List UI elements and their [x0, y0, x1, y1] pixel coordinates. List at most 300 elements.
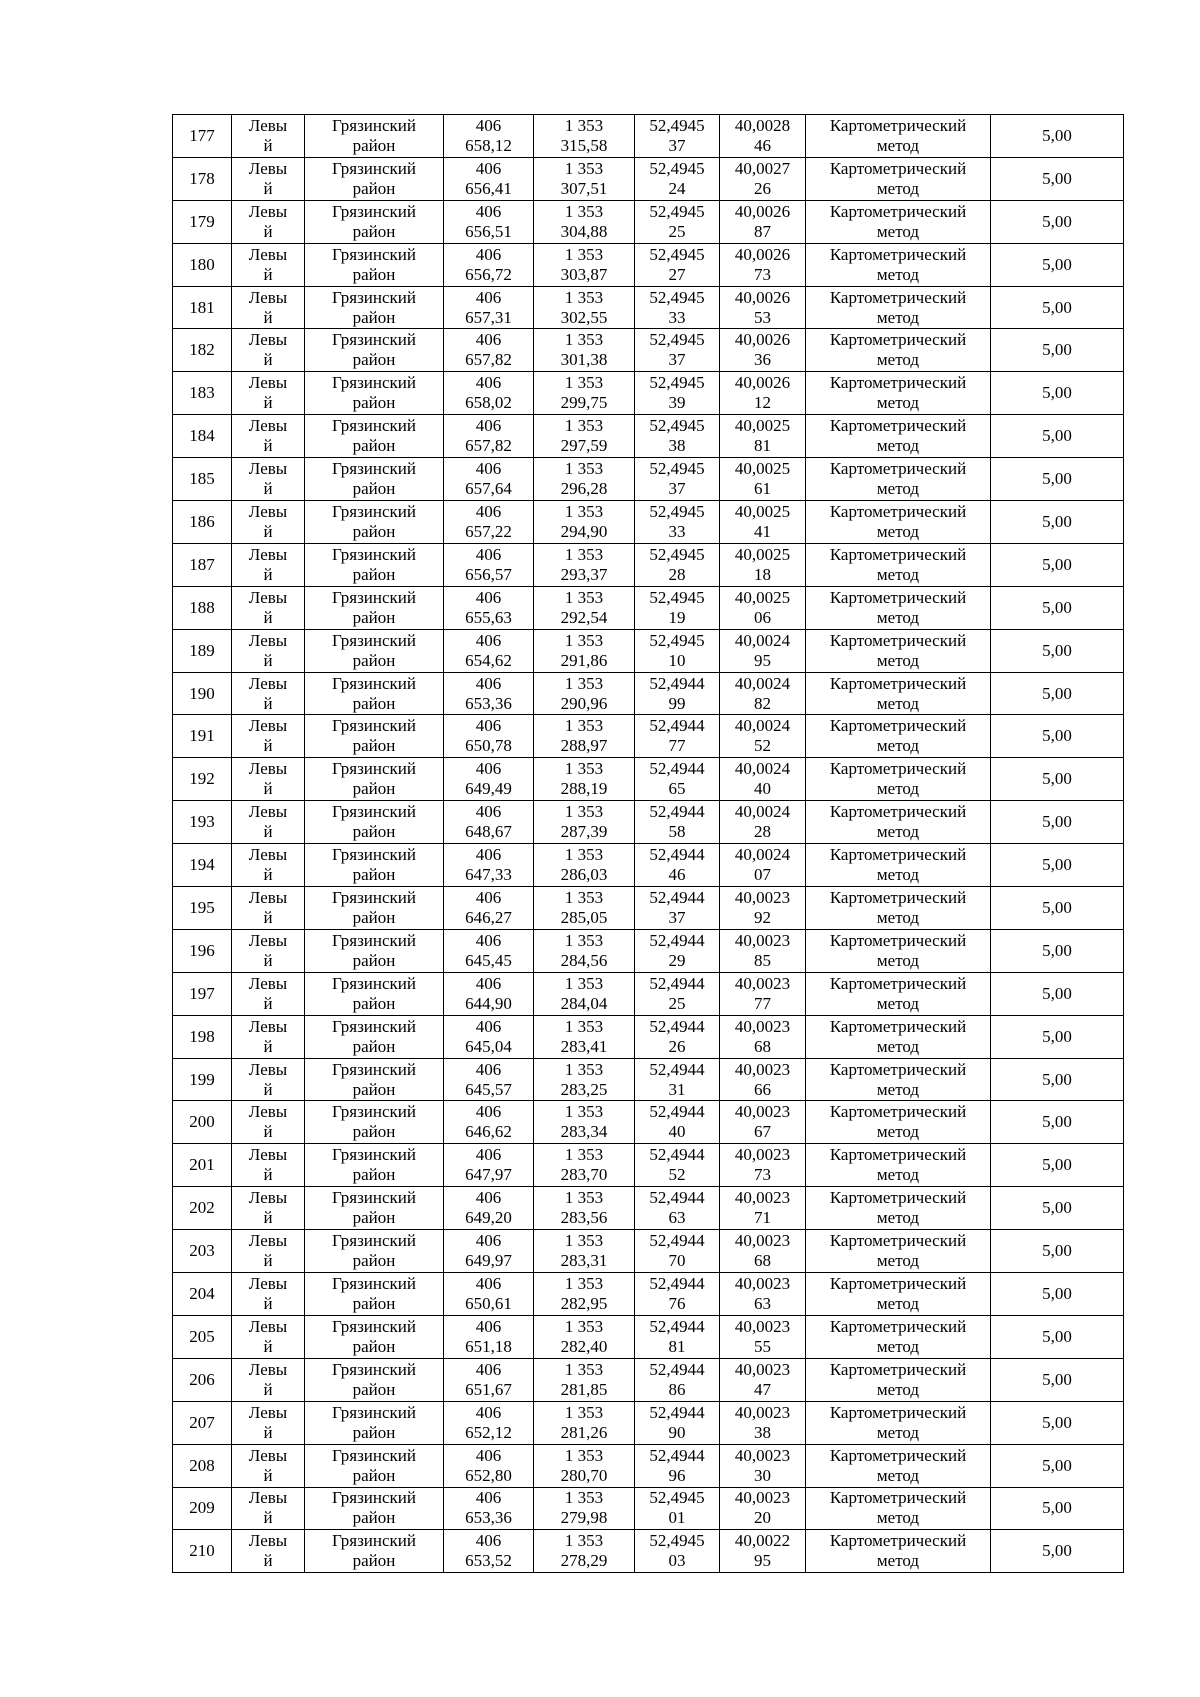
x-coordinate-cell-lines — [444, 974, 533, 1014]
y-coordinate-cell-line: 1 353 — [564, 330, 604, 350]
longitude-cell-lines — [720, 1060, 805, 1100]
method-cell-lines — [806, 802, 990, 842]
longitude-cell-lines — [720, 330, 805, 370]
district-cell-lines — [305, 1145, 443, 1185]
y-coordinate-cell — [534, 715, 635, 758]
latitude-cell-line: 52,4944 — [649, 1188, 705, 1208]
point-number-cell: 180 — [173, 243, 232, 286]
method-cell-line: Картометрический — [829, 1016, 967, 1036]
method-cell — [806, 200, 991, 243]
y-coordinate-cell-line: 1 353 — [564, 459, 604, 479]
district-cell-line: район — [352, 736, 396, 756]
longitude-cell-lines — [720, 759, 805, 799]
side-cell-line: Левы — [248, 1402, 288, 1422]
latitude-cell-line: 37 — [668, 350, 686, 370]
method-cell-line: метод — [876, 1551, 920, 1571]
longitude-cell — [720, 929, 806, 972]
longitude-cell-line: 40,0028 — [734, 115, 791, 135]
side-cell-line: Левы — [248, 630, 288, 650]
y-coordinate-cell — [534, 501, 635, 544]
x-coordinate-cell-line: 406 — [475, 802, 502, 822]
x-coordinate-cell-lines — [444, 1274, 533, 1314]
side-cell-line: й — [263, 1336, 273, 1356]
x-coordinate-cell-line: 406 — [475, 1188, 502, 1208]
x-coordinate-cell-lines — [444, 416, 533, 456]
method-cell-line: метод — [876, 521, 920, 541]
side-cell-line: й — [263, 1036, 273, 1056]
method-cell-lines — [806, 1060, 990, 1100]
method-cell-lines — [806, 202, 990, 242]
district-cell-lines — [305, 288, 443, 328]
method-cell-line: Картометрический — [829, 330, 967, 350]
table-row — [173, 672, 1124, 715]
side-cell-line: й — [263, 393, 273, 413]
y-coordinate-cell-lines — [534, 588, 634, 628]
district-cell-lines — [305, 759, 443, 799]
latitude-cell-line: 52,4944 — [649, 802, 705, 822]
district-cell-line: район — [352, 693, 396, 713]
latitude-cell-line: 52,4944 — [649, 1359, 705, 1379]
x-coordinate-cell-line: 406 — [475, 1016, 502, 1036]
longitude-cell-line: 40,0025 — [734, 416, 791, 436]
method-cell-lines — [806, 1102, 990, 1142]
side-cell-lines — [232, 931, 304, 971]
latitude-cell-line: 19 — [668, 607, 686, 627]
district-cell-line: район — [352, 307, 396, 327]
x-coordinate-cell-line: 644,90 — [465, 993, 512, 1013]
latitude-cell-line: 65 — [668, 779, 686, 799]
error-cell: 5,00 — [991, 157, 1124, 200]
latitude-cell-lines — [635, 1017, 719, 1057]
district-cell-line: район — [352, 1465, 396, 1485]
latitude-cell — [635, 1101, 720, 1144]
side-cell — [232, 501, 305, 544]
method-cell — [806, 929, 991, 972]
longitude-cell-lines — [720, 631, 805, 671]
side-cell-line: й — [263, 950, 273, 970]
district-cell-lines — [305, 330, 443, 370]
point-number-cell: 205 — [173, 1315, 232, 1358]
y-coordinate-cell-lines — [534, 1446, 634, 1486]
y-coordinate-cell-line: 283,70 — [560, 1165, 608, 1185]
method-cell-line: метод — [876, 1079, 920, 1099]
latitude-cell-line: 25 — [668, 221, 686, 241]
point-number-cell: 203 — [173, 1230, 232, 1273]
method-cell-line: Картометрический — [829, 930, 967, 950]
side-cell — [232, 1401, 305, 1444]
x-coordinate-cell — [444, 1144, 534, 1187]
side-cell-line: Левы — [248, 1188, 288, 1208]
side-cell-line: й — [263, 1379, 273, 1399]
x-coordinate-cell — [444, 1015, 534, 1058]
latitude-cell — [635, 758, 720, 801]
y-coordinate-cell-line: 1 353 — [564, 673, 604, 693]
district-cell — [305, 1530, 444, 1573]
district-cell-line: Грязинский — [332, 1316, 416, 1336]
method-cell-line: Картометрический — [829, 501, 967, 521]
longitude-cell — [720, 115, 806, 158]
side-cell-lines — [232, 888, 304, 928]
method-cell-line: Картометрический — [829, 373, 967, 393]
longitude-cell — [720, 415, 806, 458]
district-cell-line: район — [352, 950, 396, 970]
method-cell — [806, 844, 991, 887]
y-coordinate-cell-lines — [534, 1531, 634, 1571]
point-number-cell: 186 — [173, 501, 232, 544]
point-number-cell: 208 — [173, 1444, 232, 1487]
y-coordinate-cell — [534, 801, 635, 844]
error-cell: 5,00 — [991, 1058, 1124, 1101]
side-cell — [232, 543, 305, 586]
y-coordinate-cell-line: 1 353 — [564, 930, 604, 950]
method-cell — [806, 672, 991, 715]
y-coordinate-cell-lines — [534, 330, 634, 370]
error-cell: 5,00 — [991, 758, 1124, 801]
district-cell — [305, 458, 444, 501]
x-coordinate-cell-lines — [444, 845, 533, 885]
latitude-cell-line: 52,4945 — [649, 201, 705, 221]
latitude-cell-line: 76 — [668, 1293, 686, 1313]
longitude-cell-lines — [720, 1446, 805, 1486]
district-cell-line: район — [352, 479, 396, 499]
y-coordinate-cell-line: 1 353 — [564, 1016, 604, 1036]
district-cell-lines — [305, 974, 443, 1014]
table-row — [173, 1530, 1124, 1573]
side-cell-line: Левы — [248, 1359, 288, 1379]
latitude-cell-line: 52,4944 — [649, 716, 705, 736]
y-coordinate-cell-line: 1 353 — [564, 1488, 604, 1508]
latitude-cell-lines — [635, 1102, 719, 1142]
longitude-cell-line: 40,0025 — [734, 459, 791, 479]
side-cell-line: й — [263, 907, 273, 927]
y-coordinate-cell-lines — [534, 1403, 634, 1443]
side-cell-line: Левы — [248, 501, 288, 521]
side-cell-line: й — [263, 822, 273, 842]
longitude-cell-line: 40,0023 — [734, 887, 791, 907]
y-coordinate-cell-line: 1 353 — [564, 759, 604, 779]
method-cell-line: Картометрический — [829, 716, 967, 736]
x-coordinate-cell-line: 649,97 — [465, 1251, 512, 1271]
latitude-cell-line: 27 — [668, 264, 686, 284]
latitude-cell — [635, 1144, 720, 1187]
district-cell-line: район — [352, 1122, 396, 1142]
method-cell-line: метод — [876, 479, 920, 499]
table-row — [173, 586, 1124, 629]
x-coordinate-cell-line: 406 — [475, 1316, 502, 1336]
longitude-cell — [720, 887, 806, 930]
method-cell-line: метод — [876, 822, 920, 842]
x-coordinate-cell-line: 406 — [475, 759, 502, 779]
y-coordinate-cell-line: 284,04 — [560, 993, 608, 1013]
latitude-cell-lines — [635, 159, 719, 199]
latitude-cell-line: 33 — [668, 307, 686, 327]
latitude-cell-line: 52,4944 — [649, 1316, 705, 1336]
x-coordinate-cell — [444, 758, 534, 801]
method-cell-line: Картометрический — [829, 973, 967, 993]
y-coordinate-cell-line: 1 353 — [564, 1316, 604, 1336]
longitude-cell-line: 95 — [754, 1551, 771, 1571]
method-cell-line: Картометрический — [829, 1402, 967, 1422]
latitude-cell-lines — [635, 416, 719, 456]
side-cell-line: Левы — [248, 1231, 288, 1251]
latitude-cell — [635, 972, 720, 1015]
side-cell-lines — [232, 288, 304, 328]
x-coordinate-cell-line: 650,78 — [465, 736, 512, 756]
y-coordinate-cell-line: 1 353 — [564, 1059, 604, 1079]
error-cell: 5,00 — [991, 715, 1124, 758]
district-cell — [305, 1144, 444, 1187]
y-coordinate-cell-line: 292,54 — [560, 607, 608, 627]
method-cell-lines — [806, 974, 990, 1014]
table-row — [173, 372, 1124, 415]
y-coordinate-cell — [534, 1273, 635, 1316]
district-cell — [305, 629, 444, 672]
side-cell-line: Левы — [248, 930, 288, 950]
y-coordinate-cell-line: 1 353 — [564, 1531, 604, 1551]
district-cell-lines — [305, 1488, 443, 1528]
district-cell-line: Грязинский — [332, 287, 416, 307]
longitude-cell-line: 40,0026 — [734, 244, 791, 264]
x-coordinate-cell-line: 406 — [475, 544, 502, 564]
side-cell-lines — [232, 974, 304, 1014]
district-cell-lines — [305, 845, 443, 885]
y-coordinate-cell-line: 281,26 — [560, 1422, 608, 1442]
longitude-cell-line: 40,0024 — [734, 802, 791, 822]
side-cell — [232, 1358, 305, 1401]
longitude-cell-line: 87 — [754, 221, 771, 241]
district-cell — [305, 372, 444, 415]
y-coordinate-cell-lines — [534, 674, 634, 714]
latitude-cell-lines — [635, 759, 719, 799]
table-row — [173, 929, 1124, 972]
latitude-cell-line: 25 — [668, 993, 686, 1013]
point-number-cell: 204 — [173, 1273, 232, 1316]
side-cell — [232, 200, 305, 243]
error-cell: 5,00 — [991, 1144, 1124, 1187]
latitude-cell-line: 90 — [668, 1422, 686, 1442]
point-number-cell: 177 — [173, 115, 232, 158]
longitude-cell-line: 71 — [754, 1208, 771, 1228]
y-coordinate-cell-line: 279,98 — [560, 1508, 608, 1528]
side-cell-line: й — [263, 693, 273, 713]
side-cell-line: Левы — [248, 887, 288, 907]
method-cell-lines — [806, 373, 990, 413]
x-coordinate-cell-lines — [444, 502, 533, 542]
longitude-cell-line: 73 — [754, 1165, 771, 1185]
method-cell — [806, 243, 991, 286]
method-cell-lines — [806, 674, 990, 714]
method-cell-lines — [806, 631, 990, 671]
latitude-cell-line: 38 — [668, 436, 686, 456]
y-coordinate-cell-line: 297,59 — [560, 436, 608, 456]
latitude-cell-lines — [635, 1231, 719, 1271]
longitude-cell-line: 40,0026 — [734, 201, 791, 221]
method-cell-line: метод — [876, 1122, 920, 1142]
latitude-cell — [635, 586, 720, 629]
district-cell-line: Грязинский — [332, 330, 416, 350]
y-coordinate-cell-line: 288,19 — [560, 779, 608, 799]
latitude-cell-line: 52,4945 — [649, 244, 705, 264]
y-coordinate-cell-line: 1 353 — [564, 1445, 604, 1465]
longitude-cell-line: 55 — [754, 1336, 771, 1356]
point-number-cell: 192 — [173, 758, 232, 801]
longitude-cell-line: 40,0023 — [734, 1145, 791, 1165]
x-coordinate-cell-line: 657,82 — [465, 350, 512, 370]
side-cell — [232, 844, 305, 887]
method-cell-line: Картометрический — [829, 759, 967, 779]
district-cell-line: Грязинский — [332, 587, 416, 607]
district-cell-line: Грязинский — [332, 630, 416, 650]
error-cell: 5,00 — [991, 1444, 1124, 1487]
side-cell-line: й — [263, 521, 273, 541]
method-cell-line: метод — [876, 135, 920, 155]
side-cell — [232, 972, 305, 1015]
x-coordinate-cell-lines — [444, 545, 533, 585]
method-cell — [806, 501, 991, 544]
table-row — [173, 157, 1124, 200]
latitude-cell-lines — [635, 1060, 719, 1100]
table-row — [173, 1358, 1124, 1401]
latitude-cell — [635, 887, 720, 930]
latitude-cell-line: 37 — [668, 135, 686, 155]
district-cell-line: Грязинский — [332, 759, 416, 779]
district-cell-lines — [305, 1403, 443, 1443]
x-coordinate-cell-line: 406 — [475, 330, 502, 350]
y-coordinate-cell-line: 1 353 — [564, 373, 604, 393]
y-coordinate-cell — [534, 844, 635, 887]
side-cell-lines — [232, 416, 304, 456]
method-cell-lines — [806, 1231, 990, 1271]
x-coordinate-cell-lines — [444, 116, 533, 156]
side-cell-lines — [232, 631, 304, 671]
x-coordinate-cell-line: 406 — [475, 201, 502, 221]
y-coordinate-cell-line: 1 353 — [564, 1359, 604, 1379]
longitude-cell-lines — [720, 545, 805, 585]
side-cell-lines — [232, 1488, 304, 1528]
y-coordinate-cell — [534, 200, 635, 243]
y-coordinate-cell-lines — [534, 1274, 634, 1314]
side-cell — [232, 929, 305, 972]
y-coordinate-cell-line: 1 353 — [564, 158, 604, 178]
side-cell-line: й — [263, 650, 273, 670]
method-cell — [806, 1444, 991, 1487]
x-coordinate-cell-line: 657,64 — [465, 479, 512, 499]
longitude-cell-line: 40,0026 — [734, 373, 791, 393]
x-coordinate-cell-line: 406 — [475, 630, 502, 650]
x-coordinate-cell-line: 657,22 — [465, 521, 512, 541]
x-coordinate-cell-lines — [444, 888, 533, 928]
x-coordinate-cell-lines — [444, 716, 533, 756]
side-cell-lines — [232, 502, 304, 542]
longitude-cell-line: 81 — [754, 436, 771, 456]
side-cell-line: й — [263, 307, 273, 327]
latitude-cell-line: 63 — [668, 1208, 686, 1228]
x-coordinate-cell-line: 656,41 — [465, 178, 512, 198]
side-cell-line: Левы — [248, 1016, 288, 1036]
method-cell-line: метод — [876, 1508, 920, 1528]
district-cell-line: район — [352, 650, 396, 670]
longitude-cell-lines — [720, 802, 805, 842]
district-cell — [305, 415, 444, 458]
error-cell: 5,00 — [991, 1101, 1124, 1144]
method-cell-line: метод — [876, 1251, 920, 1271]
x-coordinate-cell-lines — [444, 1102, 533, 1142]
latitude-cell — [635, 1401, 720, 1444]
latitude-cell-lines — [635, 330, 719, 370]
longitude-cell-lines — [720, 1017, 805, 1057]
longitude-cell — [720, 586, 806, 629]
table-row — [173, 243, 1124, 286]
side-cell-line: й — [263, 1293, 273, 1313]
longitude-cell-line: 40,0023 — [734, 1402, 791, 1422]
y-coordinate-cell-line: 1 353 — [564, 973, 604, 993]
y-coordinate-cell-lines — [534, 1231, 634, 1271]
x-coordinate-cell-line: 406 — [475, 716, 502, 736]
x-coordinate-cell-lines — [444, 1446, 533, 1486]
y-coordinate-cell-line: 1 353 — [564, 501, 604, 521]
y-coordinate-cell — [534, 243, 635, 286]
side-cell-lines — [232, 1102, 304, 1142]
method-cell — [806, 1401, 991, 1444]
method-cell-line: Картометрический — [829, 201, 967, 221]
point-number-cell: 195 — [173, 887, 232, 930]
latitude-cell — [635, 672, 720, 715]
error-cell: 5,00 — [991, 501, 1124, 544]
y-coordinate-cell — [534, 1401, 635, 1444]
side-cell-line: Левы — [248, 1531, 288, 1551]
district-cell-lines — [305, 416, 443, 456]
x-coordinate-cell — [444, 629, 534, 672]
method-cell — [806, 115, 991, 158]
district-cell-line: район — [352, 1208, 396, 1228]
method-cell-line: Картометрический — [829, 630, 967, 650]
longitude-cell-line: 07 — [754, 865, 771, 885]
district-cell-line: район — [352, 221, 396, 241]
x-coordinate-cell-line: 651,18 — [465, 1336, 512, 1356]
side-cell — [232, 372, 305, 415]
y-coordinate-cell-lines — [534, 1488, 634, 1528]
latitude-cell-line: 52,4944 — [649, 673, 705, 693]
side-cell-line: й — [263, 221, 273, 241]
method-cell-line: Картометрический — [829, 1188, 967, 1208]
side-cell — [232, 115, 305, 158]
longitude-cell-line: 68 — [754, 1251, 771, 1271]
y-coordinate-cell-line: 1 353 — [564, 201, 604, 221]
method-cell-line: метод — [876, 1165, 920, 1185]
y-coordinate-cell-line: 287,39 — [560, 822, 608, 842]
side-cell-line: й — [263, 178, 273, 198]
y-coordinate-cell — [534, 157, 635, 200]
x-coordinate-cell-lines — [444, 1360, 533, 1400]
side-cell-lines — [232, 545, 304, 585]
longitude-cell-line: 30 — [754, 1465, 771, 1485]
side-cell-line: Левы — [248, 330, 288, 350]
latitude-cell-lines — [635, 1145, 719, 1185]
method-cell-lines — [806, 1017, 990, 1057]
method-cell-line: Картометрический — [829, 1488, 967, 1508]
y-coordinate-cell — [534, 1230, 635, 1273]
y-coordinate-cell-line: 1 353 — [564, 716, 604, 736]
x-coordinate-cell-line: 647,33 — [465, 865, 512, 885]
table-row — [173, 286, 1124, 329]
side-cell — [232, 1144, 305, 1187]
y-coordinate-cell-line: 1 353 — [564, 115, 604, 135]
y-coordinate-cell-lines — [534, 931, 634, 971]
longitude-cell-lines — [720, 1274, 805, 1314]
district-cell-line: район — [352, 1293, 396, 1313]
y-coordinate-cell-lines — [534, 459, 634, 499]
longitude-cell-lines — [720, 888, 805, 928]
